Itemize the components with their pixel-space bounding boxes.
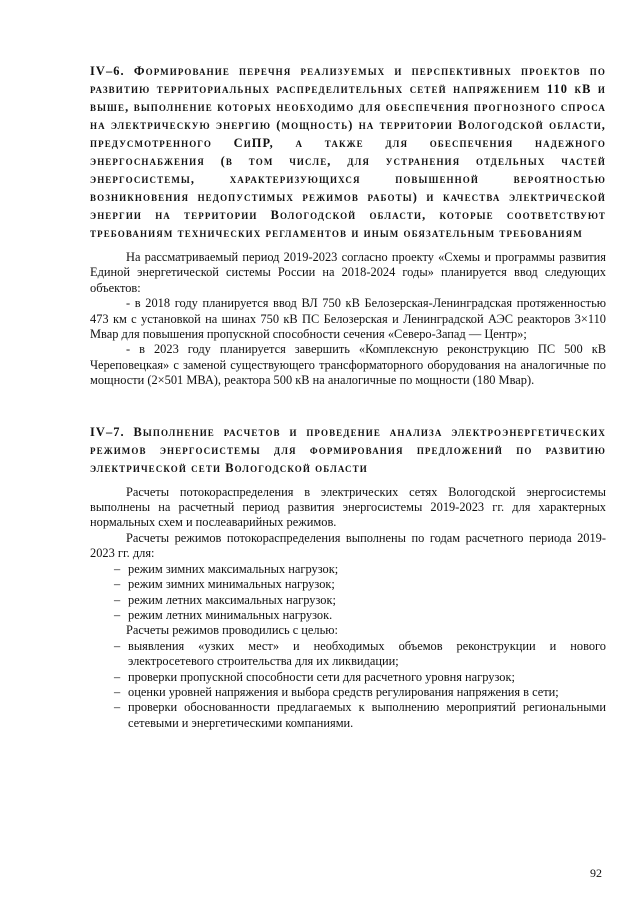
page-number: 92 bbox=[590, 866, 602, 880]
modes-list bbox=[90, 562, 606, 624]
list-item: – режим летних минимальных нагрузок. bbox=[114, 608, 606, 623]
section-heading-iv-6: IV–6. Формирование перечня реализуемых и перспективных проектов по развитию территориальных распределительных сетей напряжением 110 кВ и выше, выполнение которых необходимо для обеспечения прогнозного спроса на электрическую энергию (мощность) на территории Вологодской области, предусмотренного СиПР, а также для обеспечения надежного энергоснабжения (в том числе, для устранения отдельных частей энергосистемы, характеризующихся повышенной вероятностью возникновения недопустимых режимов работы) и качества электрической энергии на территории Вологодской области, которые соответствуют требованиям технических регламентов и иным обязательным требованиям bbox=[90, 64, 606, 240]
section-iv-6-item-2018: - в 2018 году планируется ввод ВЛ 750 кВ Белозерская-Ленинградская протяженностью 473 км с установкой на шинах 750 кВ ПС Белозерская и Ленинградской АЭС реакторов 3×110 Мвар для повышения пропускной способности сечения «Северо-Запад — Центр»; bbox=[90, 296, 606, 342]
goals-list bbox=[90, 639, 606, 731]
list-item: – оценки уровней напряжения и выбора средств регулирования напряжения в сети; bbox=[114, 685, 606, 700]
list-item: – проверки пропускной способности сети для расчетного уровня нагрузок; bbox=[114, 670, 606, 685]
section-iv-6-item-2023: - в 2023 году планируется завершить «Комплексную реконструкцию ПС 500 кВ Череповецкая» с заменой существующего трансформаторного оборудования на аналогичные по мощности (2×501 МВА), реактора 500 кВ на аналогичные по мощности (180 Мвар). bbox=[90, 342, 606, 388]
section-iv-6-intro: На рассматриваемый период 2019-2023 согласно проекту «Схемы и программы развития Единой энергетической системы России на 2018-2024 годы» планируется ввод следующих объектов: bbox=[90, 250, 606, 295]
section-iv-7-paragraph-1: Расчеты потокораспределения в электрических сетях Вологодской энергосистемы выполнены на расчетный период развития энергосистемы 2019-2023 гг. для характерных нормальных схем и послеаварийных режимов. bbox=[90, 484, 606, 530]
list-item: – режим летних максимальных нагрузок; bbox=[114, 593, 606, 608]
list-item: – выявления «узких мест» и необходимых объемов реконструкции и нового электросетевого строительства для их ликвидации; bbox=[114, 639, 606, 670]
section-iv-7-paragraph-3: Расчеты режимов проводились с целью: bbox=[126, 623, 338, 638]
page-content bbox=[90, 62, 606, 731]
list-item: – проверки обоснованности предлагаемых к выполнению мероприятий региональными сетевыми и энергетическими компаниями. bbox=[114, 700, 606, 731]
section-heading-iv-7: IV–7. Выполнение расчетов и проведение анализа электроэнергетических режимов энергосистемы для формирования предложений по развитию электрической сети Вологодской области bbox=[90, 424, 606, 475]
section-gap bbox=[90, 389, 606, 423]
list-item: – режим зимних максимальных нагрузок; bbox=[114, 562, 606, 577]
section-iv-7-paragraph-2: Расчеты режимов потокораспределения выполнены по годам расчетного периода 2019-2023 гг. для: bbox=[90, 530, 606, 561]
list-item: – режим зимних минимальных нагрузок; bbox=[114, 577, 606, 592]
